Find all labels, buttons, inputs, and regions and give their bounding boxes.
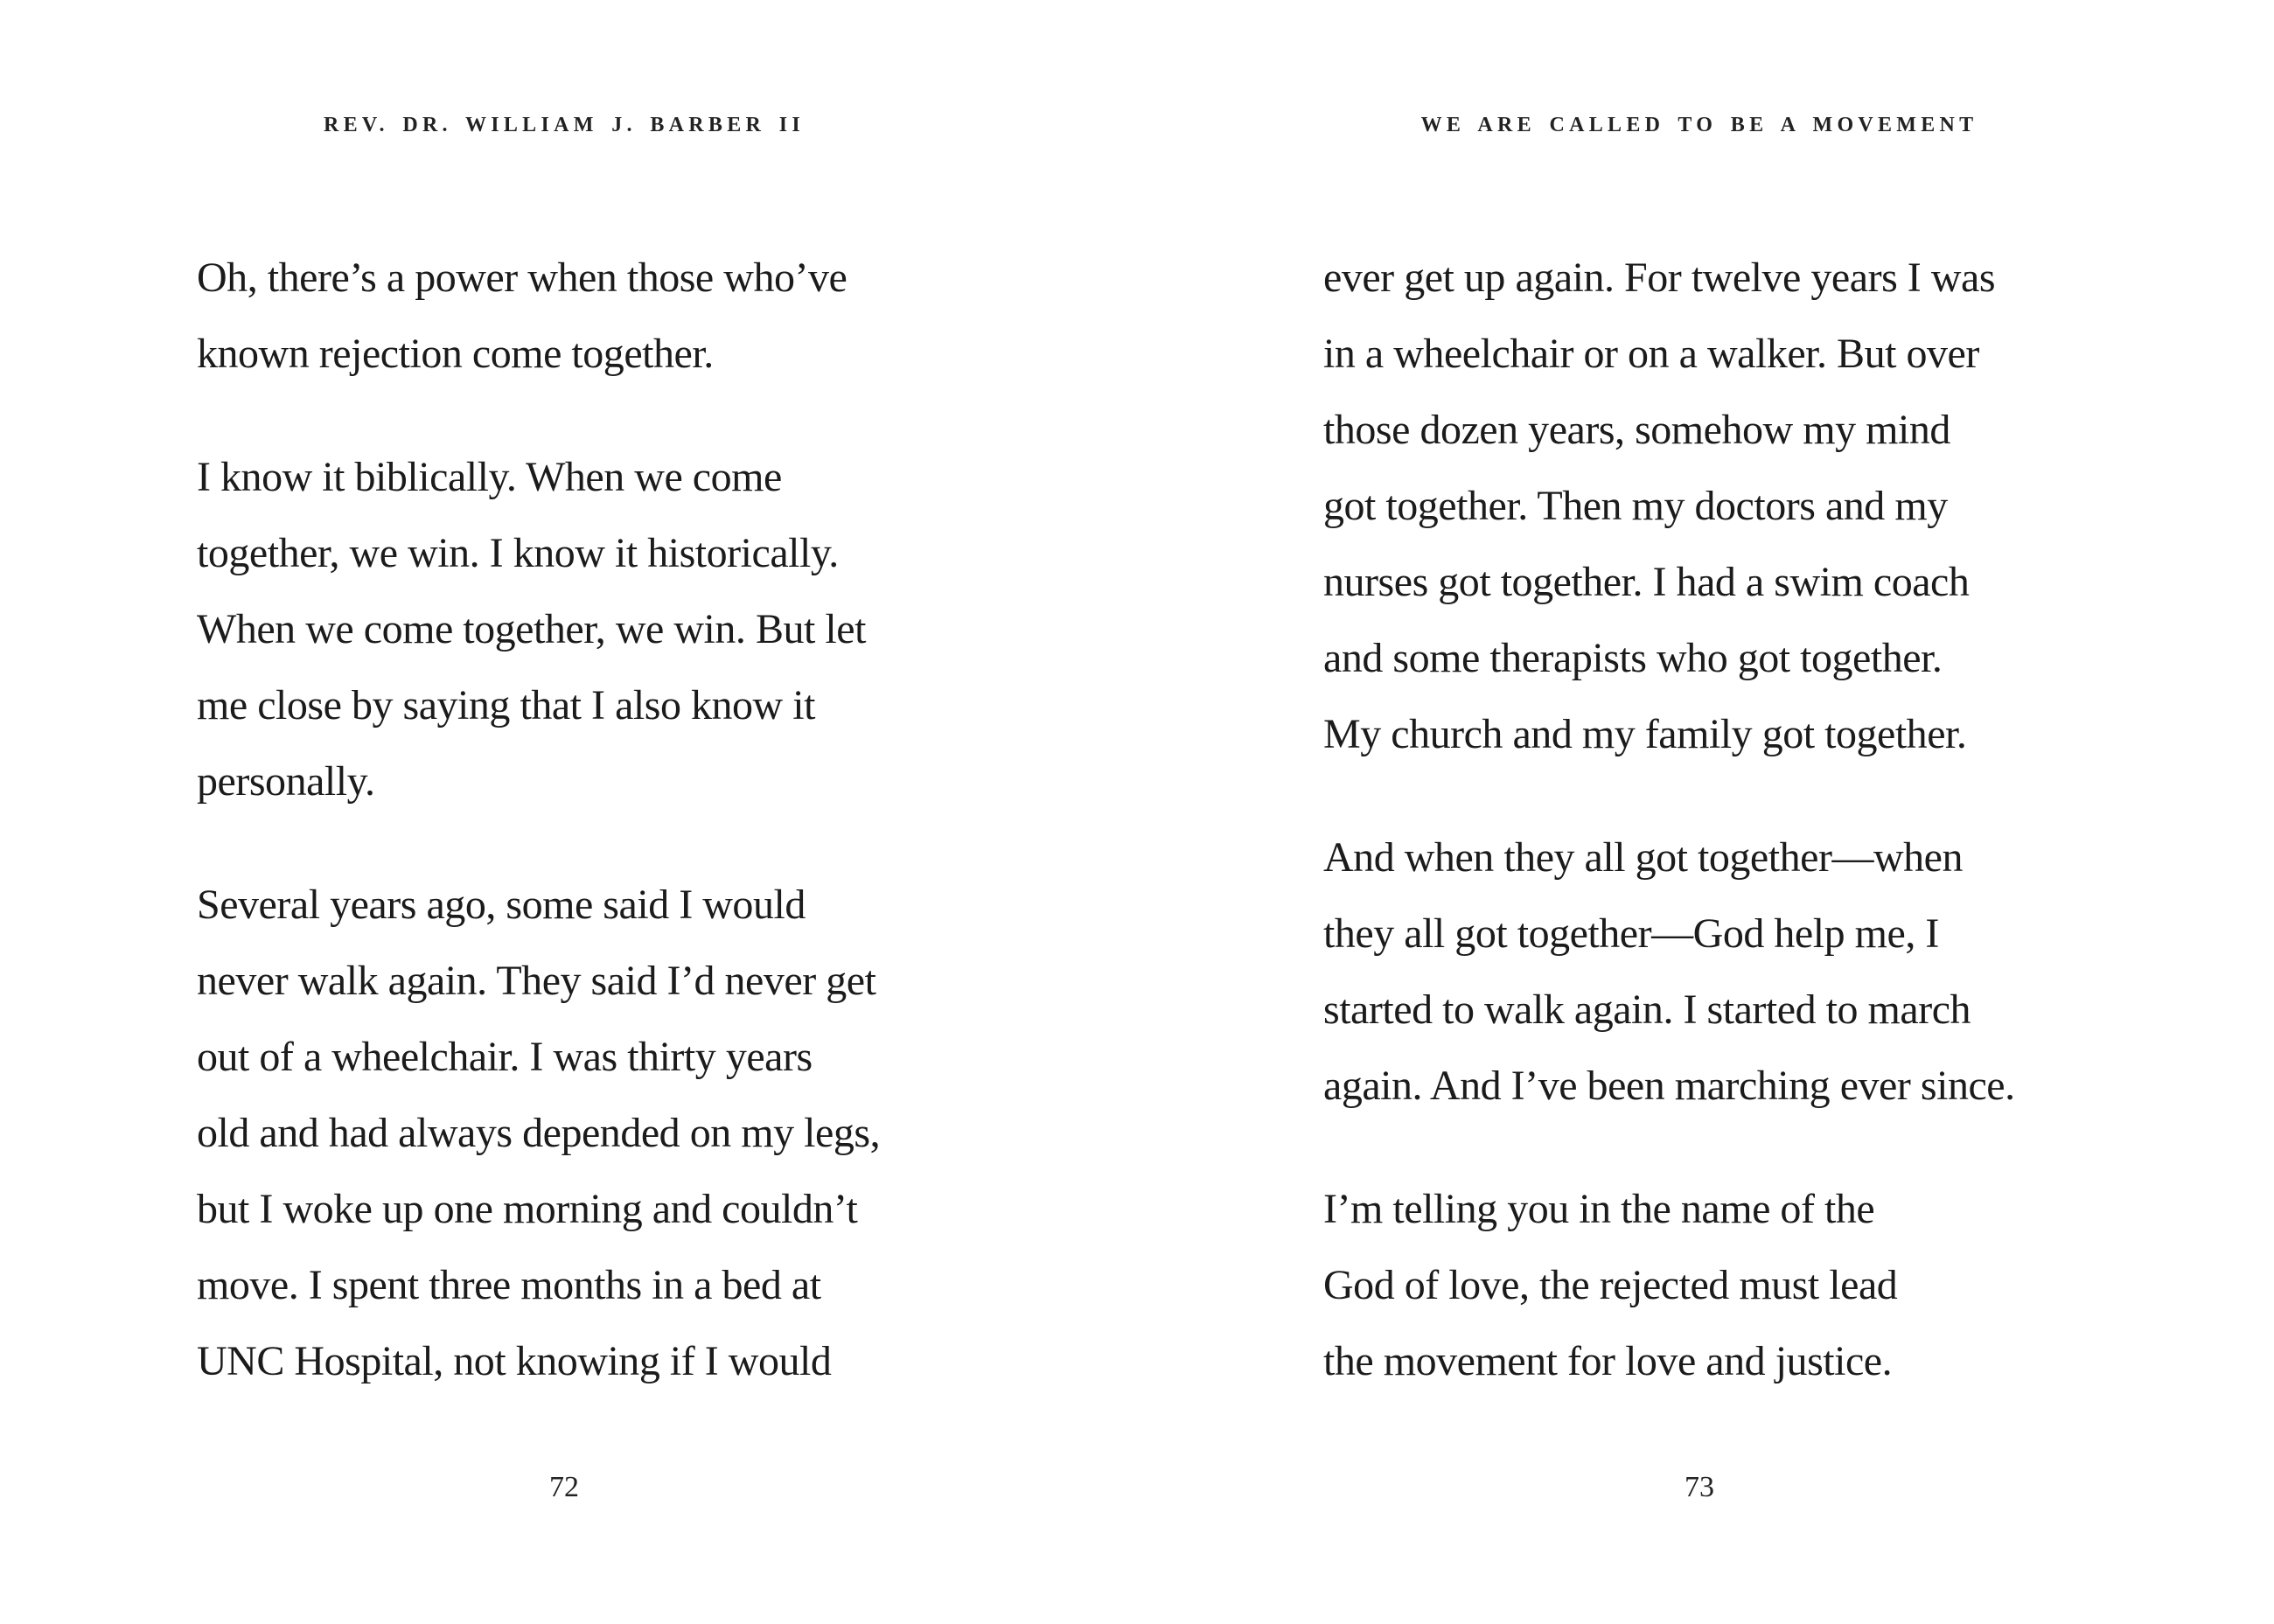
right-page	[1137, 0, 2274, 1624]
text-line: known rejection come together.	[197, 331, 714, 377]
text-line: UNC Hospital, not knowing if I would	[197, 1338, 832, 1384]
text-line: move. I spent three months in a bed at	[197, 1262, 821, 1308]
text-line: but I woke up one morning and couldn’t	[197, 1186, 858, 1232]
running-header-title: WE ARE CALLED TO BE A MOVEMENT	[1420, 114, 1978, 136]
page-number-right: 73	[1685, 1471, 1714, 1503]
text-line: started to walk again. I started to march	[1323, 986, 1971, 1033]
left-page-column	[197, 0, 931, 1624]
right-page-body	[1323, 240, 2075, 1399]
text-line: Several years ago, some said I would	[197, 882, 806, 928]
text-line: ever get up again. For twelve years I was	[1323, 254, 1996, 301]
text-line: personally.	[197, 758, 375, 805]
text-line: I’m telling you in the name of the	[1323, 1186, 1875, 1232]
right-page-column	[1323, 0, 2075, 1624]
text-line: never walk again. They said I’d never get	[197, 958, 876, 1004]
text-line: God of love, the rejected must lead	[1323, 1262, 1898, 1308]
paragraph	[197, 439, 931, 819]
text-line: they all got together—God help me, I	[1323, 910, 1939, 957]
paragraph	[197, 240, 931, 392]
text-line: I know it biblically. When we come	[197, 454, 782, 500]
text-line: My church and my family got together.	[1323, 711, 1967, 757]
text-line: Oh, there’s a power when those who’ve	[197, 254, 848, 301]
text-line: in a wheelchair or on a walker. But over	[1323, 331, 1979, 377]
text-line: and some therapists who got together.	[1323, 635, 1943, 681]
text-line: And when they all got together—when	[1323, 834, 1964, 881]
text-line: those dozen years, somehow my mind	[1323, 407, 1950, 453]
paragraph	[1323, 240, 2075, 772]
paragraph	[1323, 819, 2075, 1124]
text-line: the movement for love and justice.	[1323, 1338, 1893, 1384]
text-line: nurses got together. I had a swim coach	[1323, 559, 1970, 605]
text-line: again. And I’ve been marching ever since.	[1323, 1063, 2015, 1109]
text-line: old and had always depended on my legs,	[197, 1110, 881, 1156]
running-header-author: REV. DR. WILLIAM J. BARBER II	[324, 114, 805, 136]
page-number-left: 72	[549, 1471, 579, 1503]
left-page-body	[197, 240, 931, 1399]
paragraph	[1323, 1171, 2075, 1399]
text-line: me close by saying that I also know it	[197, 682, 815, 728]
text-line: out of a wheelchair. I was thirty years	[197, 1034, 813, 1080]
text-line: together, we win. I know it historically.	[197, 530, 839, 576]
text-line: When we come together, we win. But let	[197, 606, 866, 652]
paragraph	[197, 867, 931, 1399]
text-line: got together. Then my doctors and my	[1323, 483, 1948, 529]
